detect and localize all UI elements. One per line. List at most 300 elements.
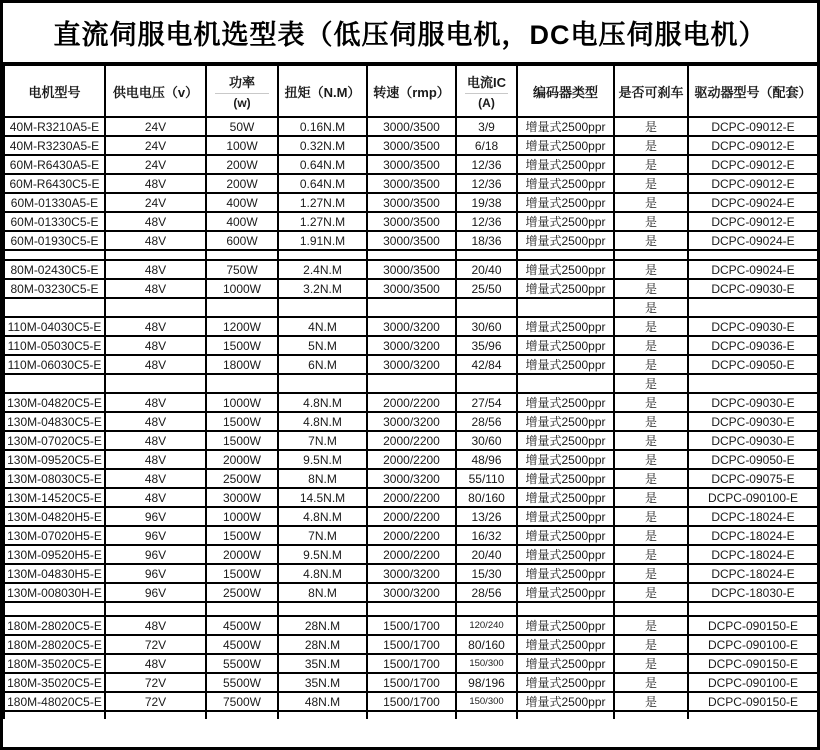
table-cell-supply-voltage: 96V xyxy=(105,545,206,564)
table-cell-speed xyxy=(367,250,456,260)
table-cell-power xyxy=(206,298,278,317)
table-cell-current: 16/32 xyxy=(456,526,517,545)
table-cell-motor-model: 60M-01330A5-E xyxy=(4,193,105,212)
table-cell-empty xyxy=(206,711,278,719)
table-row xyxy=(4,393,818,412)
table-cell-current: 28/56 xyxy=(456,412,517,431)
table-cell-speed: 3000/3200 xyxy=(367,355,456,374)
table-cell-motor-model: 180M-35020C5-E xyxy=(4,673,105,692)
table-cell-current: 55/110 xyxy=(456,469,517,488)
table-cell-power: 1500W xyxy=(206,412,278,431)
table-cell-motor-model: 180M-28020C5-E xyxy=(4,635,105,654)
table-cell-driver-model: DCPC-18024-E xyxy=(688,507,818,526)
table-cell-motor-model: 80M-02430C5-E xyxy=(4,260,105,279)
table-cell-empty xyxy=(688,711,818,719)
table-row xyxy=(4,412,818,431)
table-cell-power: 1500W xyxy=(206,336,278,355)
table-cell-speed: 3000/3200 xyxy=(367,336,456,355)
table-cell-motor-model: 130M-04830H5-E xyxy=(4,564,105,583)
table-cell-speed: 2000/2200 xyxy=(367,431,456,450)
table-cell-encoder-type: 增量式2500ppr xyxy=(517,279,614,298)
table-cell-current: 18/36 xyxy=(456,231,517,250)
table-cell-encoder-type: 增量式2500ppr xyxy=(517,545,614,564)
table-cell-speed: 3000/3500 xyxy=(367,136,456,155)
table-cell-empty xyxy=(367,711,456,719)
table-cell-current: 80/160 xyxy=(456,488,517,507)
table-cell-driver-model: DCPC-09030-E xyxy=(688,412,818,431)
table-row xyxy=(4,616,818,635)
table-cell-driver-model xyxy=(688,298,818,317)
table-cell-current: 150/300 xyxy=(456,692,517,711)
table-cell-encoder-type: 增量式2500ppr xyxy=(517,393,614,412)
table-cell-speed: 2000/2200 xyxy=(367,488,456,507)
table-row xyxy=(4,174,818,193)
table-row xyxy=(4,602,818,616)
table-cell-speed xyxy=(367,374,456,393)
table-cell-torque: 8N.M xyxy=(278,469,367,488)
table-cell-speed: 3000/3500 xyxy=(367,155,456,174)
header-row xyxy=(4,65,818,117)
table-cell-supply-voltage: 48V xyxy=(105,212,206,231)
table-cell-speed: 3000/3200 xyxy=(367,564,456,583)
table-cell-motor-model: 60M-R6430C5-E xyxy=(4,174,105,193)
table-cell-brake: 是 xyxy=(614,355,688,374)
table-cell-power: 600W xyxy=(206,231,278,250)
table-cell-supply-voltage xyxy=(105,298,206,317)
table-cell-speed: 3000/3500 xyxy=(367,279,456,298)
table-cell-current xyxy=(456,250,517,260)
table-cell-supply-voltage: 24V xyxy=(105,117,206,136)
table-cell-supply-voltage: 48V xyxy=(105,231,206,250)
table-cell-supply-voltage: 48V xyxy=(105,393,206,412)
table-cell-empty xyxy=(278,711,367,719)
table-cell-torque: 6N.M xyxy=(278,355,367,374)
table-cell-motor-model: 130M-008030H-E xyxy=(4,583,105,602)
table-cell-brake xyxy=(614,250,688,260)
table-cell-supply-voltage: 48V xyxy=(105,616,206,635)
table-cell-driver-model: DCPC-18030-E xyxy=(688,583,818,602)
table-cell-torque: 9.5N.M xyxy=(278,450,367,469)
table-cell-speed: 3000/3200 xyxy=(367,317,456,336)
table-cell-driver-model: DCPC-09050-E xyxy=(688,450,818,469)
table-cell-driver-model: DCPC-09012-E xyxy=(688,212,818,231)
column-header-brake: 是否可刹车 xyxy=(614,65,688,117)
table-cell-motor-model xyxy=(4,602,105,616)
column-header-motor-model: 电机型号 xyxy=(4,65,105,117)
table-cell-power: 2000W xyxy=(206,450,278,469)
table-cell-current xyxy=(456,602,517,616)
table-cell-encoder-type: 增量式2500ppr xyxy=(517,488,614,507)
table-cell-encoder-type: 增量式2500ppr xyxy=(517,692,614,711)
table-cell-motor-model: 130M-04820C5-E xyxy=(4,393,105,412)
table-cell-power: 3000W xyxy=(206,488,278,507)
table-cell-encoder-type: 增量式2500ppr xyxy=(517,507,614,526)
table-row-partial xyxy=(4,711,818,719)
table-cell-supply-voltage: 48V xyxy=(105,469,206,488)
table-cell-speed: 3000/3500 xyxy=(367,193,456,212)
table-cell-brake: 是 xyxy=(614,193,688,212)
table-cell-supply-voltage: 48V xyxy=(105,488,206,507)
table-cell-speed xyxy=(367,602,456,616)
table-cell-current xyxy=(456,374,517,393)
table-cell-current: 12/36 xyxy=(456,155,517,174)
table-cell-brake: 是 xyxy=(614,374,688,393)
table-cell-supply-voltage: 48V xyxy=(105,412,206,431)
column-header-unit: (w) xyxy=(233,96,251,110)
table-cell-motor-model: 130M-09520C5-E xyxy=(4,450,105,469)
table-cell-current: 3/9 xyxy=(456,117,517,136)
column-header-power xyxy=(206,65,278,117)
table-cell-driver-model: DCPC-09012-E xyxy=(688,155,818,174)
table-cell-power: 1500W xyxy=(206,431,278,450)
table-cell-torque: 1.27N.M xyxy=(278,193,367,212)
table-cell-motor-model: 60M-01330C5-E xyxy=(4,212,105,231)
table-cell-encoder-type: 增量式2500ppr xyxy=(517,155,614,174)
table-cell-brake: 是 xyxy=(614,231,688,250)
table-cell-encoder-type: 增量式2500ppr xyxy=(517,355,614,374)
table-cell-motor-model xyxy=(4,374,105,393)
table-cell-speed: 3000/3200 xyxy=(367,583,456,602)
table-cell-current: 15/30 xyxy=(456,564,517,583)
table-cell-current xyxy=(456,298,517,317)
table-cell-driver-model: DCPC-090100-E xyxy=(688,673,818,692)
column-header-torque: 扭矩（N.M） xyxy=(278,65,367,117)
table-cell-current: 80/160 xyxy=(456,635,517,654)
column-header-label: 电流IC xyxy=(465,72,508,94)
table-cell-encoder-type: 增量式2500ppr xyxy=(517,193,614,212)
table-row xyxy=(4,564,818,583)
table-cell-encoder-type: 增量式2500ppr xyxy=(517,673,614,692)
table-cell-motor-model: 60M-01930C5-E xyxy=(4,231,105,250)
table-cell-power: 200W xyxy=(206,155,278,174)
table-cell-current: 98/196 xyxy=(456,673,517,692)
table-cell-motor-model xyxy=(4,250,105,260)
table-cell-motor-model: 130M-07020C5-E xyxy=(4,431,105,450)
table-cell-torque xyxy=(278,298,367,317)
table-cell-power xyxy=(206,602,278,616)
table-cell-driver-model: DCPC-09030-E xyxy=(688,393,818,412)
table-cell-motor-model: 110M-05030C5-E xyxy=(4,336,105,355)
column-header-current xyxy=(456,65,517,117)
table-cell-power: 400W xyxy=(206,212,278,231)
page-title: 直流伺服电机选型表（低压伺服电机，DC电压伺服电机） xyxy=(3,3,817,64)
table-cell-motor-model: 180M-48020C5-E xyxy=(4,692,105,711)
table-cell-brake: 是 xyxy=(614,450,688,469)
table-cell-torque: 0.32N.M xyxy=(278,136,367,155)
table-row xyxy=(4,545,818,564)
table-row xyxy=(4,155,818,174)
table-cell-brake: 是 xyxy=(614,673,688,692)
table-cell-power: 400W xyxy=(206,193,278,212)
table-cell-torque: 35N.M xyxy=(278,673,367,692)
table-cell-motor-model: 130M-09520H5-E xyxy=(4,545,105,564)
table-cell-torque: 0.16N.M xyxy=(278,117,367,136)
table-cell-motor-model: 80M-03230C5-E xyxy=(4,279,105,298)
table-row xyxy=(4,193,818,212)
table-cell-empty xyxy=(4,711,105,719)
table-cell-motor-model: 40M-R3210A5-E xyxy=(4,117,105,136)
table-cell-supply-voltage: 72V xyxy=(105,692,206,711)
table-cell-supply-voltage: 72V xyxy=(105,673,206,692)
table-cell-encoder-type: 增量式2500ppr xyxy=(517,117,614,136)
table-cell-speed: 2000/2200 xyxy=(367,526,456,545)
table-cell-power: 1500W xyxy=(206,526,278,545)
table-cell-driver-model: DCPC-090150-E xyxy=(688,616,818,635)
table-cell-current: 12/36 xyxy=(456,212,517,231)
table-cell-driver-model xyxy=(688,602,818,616)
table-cell-supply-voltage: 48V xyxy=(105,431,206,450)
table-cell-brake: 是 xyxy=(614,136,688,155)
table-cell-supply-voltage: 48V xyxy=(105,355,206,374)
table-cell-motor-model: 110M-04030C5-E xyxy=(4,317,105,336)
table-cell-torque: 14.5N.M xyxy=(278,488,367,507)
table-cell-motor-model: 130M-08030C5-E xyxy=(4,469,105,488)
table-cell-brake: 是 xyxy=(614,564,688,583)
table-cell-supply-voltage: 48V xyxy=(105,336,206,355)
table-cell-supply-voltage xyxy=(105,374,206,393)
table-cell-driver-model: DCPC-09012-E xyxy=(688,136,818,155)
table-cell-brake: 是 xyxy=(614,526,688,545)
table-cell-power: 4500W xyxy=(206,616,278,635)
table-cell-brake: 是 xyxy=(614,260,688,279)
table-cell-torque xyxy=(278,250,367,260)
column-header-driver-model: 驱动器型号（配套） xyxy=(688,65,818,117)
table-cell-encoder-type: 增量式2500ppr xyxy=(517,469,614,488)
table-cell-speed: 3000/3200 xyxy=(367,469,456,488)
table-cell-torque: 8N.M xyxy=(278,583,367,602)
table-cell-driver-model: DCPC-09036-E xyxy=(688,336,818,355)
table-cell-torque: 3.2N.M xyxy=(278,279,367,298)
table-cell-supply-voltage: 24V xyxy=(105,193,206,212)
table-row xyxy=(4,260,818,279)
table-row xyxy=(4,231,818,250)
table-row xyxy=(4,654,818,673)
table-row xyxy=(4,635,818,654)
table-cell-encoder-type: 增量式2500ppr xyxy=(517,231,614,250)
table-cell-encoder-type: 增量式2500ppr xyxy=(517,136,614,155)
table-cell-encoder-type: 增量式2500ppr xyxy=(517,412,614,431)
table-cell-driver-model: DCPC-09075-E xyxy=(688,469,818,488)
table-cell-speed: 3000/3200 xyxy=(367,412,456,431)
table-cell-brake: 是 xyxy=(614,212,688,231)
table-cell-driver-model: DCPC-09012-E xyxy=(688,117,818,136)
table-row xyxy=(4,450,818,469)
table-cell-current: 13/26 xyxy=(456,507,517,526)
column-header-supply-voltage: 供电电压（v） xyxy=(105,65,206,117)
table-cell-speed: 1500/1700 xyxy=(367,616,456,635)
table-cell-supply-voltage: 48V xyxy=(105,174,206,193)
table-cell-encoder-type: 增量式2500ppr xyxy=(517,616,614,635)
table-cell-encoder-type xyxy=(517,298,614,317)
table-cell-driver-model: DCPC-090100-E xyxy=(688,488,818,507)
table-row xyxy=(4,279,818,298)
table-cell-speed: 3000/3500 xyxy=(367,117,456,136)
table-cell-brake: 是 xyxy=(614,654,688,673)
table-cell-torque: 35N.M xyxy=(278,654,367,673)
table-cell-speed: 1500/1700 xyxy=(367,673,456,692)
table-cell-motor-model: 180M-28020C5-E xyxy=(4,616,105,635)
table-cell-motor-model xyxy=(4,298,105,317)
table-cell-encoder-type: 增量式2500ppr xyxy=(517,174,614,193)
table-cell-current: 20/40 xyxy=(456,260,517,279)
table-row xyxy=(4,336,818,355)
table-cell-supply-voltage xyxy=(105,250,206,260)
table-cell-speed xyxy=(367,298,456,317)
table-row xyxy=(4,298,818,317)
table-cell-encoder-type: 增量式2500ppr xyxy=(517,336,614,355)
table-cell-torque: 2.4N.M xyxy=(278,260,367,279)
table-cell-supply-voltage xyxy=(105,602,206,616)
table-cell-motor-model: 130M-14520C5-E xyxy=(4,488,105,507)
table-row xyxy=(4,250,818,260)
table-cell-brake: 是 xyxy=(614,507,688,526)
table-row xyxy=(4,488,818,507)
table-cell-encoder-type xyxy=(517,374,614,393)
table-cell-speed: 3000/3500 xyxy=(367,260,456,279)
table-cell-driver-model: DCPC-09030-E xyxy=(688,317,818,336)
table-row xyxy=(4,507,818,526)
table-cell-driver-model: DCPC-09030-E xyxy=(688,279,818,298)
table-cell-driver-model: DCPC-09024-E xyxy=(688,231,818,250)
table-cell-power: 1500W xyxy=(206,564,278,583)
table-cell-brake: 是 xyxy=(614,583,688,602)
table-cell-torque: 1.27N.M xyxy=(278,212,367,231)
table-cell-encoder-type: 增量式2500ppr xyxy=(517,260,614,279)
table-cell-torque xyxy=(278,374,367,393)
table-row xyxy=(4,692,818,711)
table-cell-supply-voltage: 24V xyxy=(105,155,206,174)
table-cell-power: 2500W xyxy=(206,583,278,602)
table-cell-driver-model: DCPC-18024-E xyxy=(688,526,818,545)
motor-table xyxy=(3,64,819,719)
table-cell-motor-model: 180M-35020C5-E xyxy=(4,654,105,673)
table-cell-supply-voltage: 48V xyxy=(105,260,206,279)
table-cell-speed: 2000/2200 xyxy=(367,507,456,526)
table-cell-speed: 3000/3500 xyxy=(367,212,456,231)
table-cell-speed: 2000/2200 xyxy=(367,393,456,412)
column-header-speed: 转速（rmp） xyxy=(367,65,456,117)
table-cell-speed: 1500/1700 xyxy=(367,654,456,673)
table-cell-brake: 是 xyxy=(614,174,688,193)
table-cell-current: 28/56 xyxy=(456,583,517,602)
column-header-label: 功率 xyxy=(215,72,269,94)
table-cell-power: 7500W xyxy=(206,692,278,711)
table-cell-encoder-type: 增量式2500ppr xyxy=(517,317,614,336)
table-cell-driver-model: DCPC-09030-E xyxy=(688,431,818,450)
table-cell-brake: 是 xyxy=(614,469,688,488)
table-cell-supply-voltage: 96V xyxy=(105,526,206,545)
table-cell-brake: 是 xyxy=(614,431,688,450)
table-cell-speed: 1500/1700 xyxy=(367,692,456,711)
table-cell-torque: 4.8N.M xyxy=(278,412,367,431)
table-cell-speed: 3000/3500 xyxy=(367,174,456,193)
table-cell-current: 20/40 xyxy=(456,545,517,564)
table-cell-empty xyxy=(456,711,517,719)
table-cell-encoder-type: 增量式2500ppr xyxy=(517,431,614,450)
table-cell-motor-model: 40M-R3230A5-E xyxy=(4,136,105,155)
table-cell-supply-voltage: 96V xyxy=(105,564,206,583)
table-cell-driver-model: DCPC-090150-E xyxy=(688,654,818,673)
table-cell-power: 100W xyxy=(206,136,278,155)
table-cell-driver-model: DCPC-09024-E xyxy=(688,260,818,279)
table-cell-empty xyxy=(614,711,688,719)
table-cell-brake: 是 xyxy=(614,317,688,336)
table-cell-power: 5500W xyxy=(206,673,278,692)
table-row xyxy=(4,583,818,602)
table-cell-encoder-type: 增量式2500ppr xyxy=(517,450,614,469)
table-cell-torque: 28N.M xyxy=(278,616,367,635)
table-cell-brake: 是 xyxy=(614,545,688,564)
table-cell-brake: 是 xyxy=(614,412,688,431)
table-cell-encoder-type xyxy=(517,250,614,260)
table-cell-torque: 4.8N.M xyxy=(278,507,367,526)
table-cell-torque: 1.91N.M xyxy=(278,231,367,250)
table-cell-encoder-type xyxy=(517,602,614,616)
table-cell-power xyxy=(206,374,278,393)
table-cell-power: 2000W xyxy=(206,545,278,564)
table-cell-brake: 是 xyxy=(614,616,688,635)
table-cell-power: 1200W xyxy=(206,317,278,336)
table-cell-motor-model: 130M-04830C5-E xyxy=(4,412,105,431)
table-cell-torque: 4.8N.M xyxy=(278,564,367,583)
table-cell-supply-voltage: 96V xyxy=(105,507,206,526)
table-cell-encoder-type: 增量式2500ppr xyxy=(517,564,614,583)
table-cell-current: 120/240 xyxy=(456,616,517,635)
table-cell-driver-model: DCPC-090150-E xyxy=(688,692,818,711)
table-cell-encoder-type: 增量式2500ppr xyxy=(517,212,614,231)
table-cell-speed: 3000/3500 xyxy=(367,231,456,250)
table-cell-torque: 48N.M xyxy=(278,692,367,711)
table-cell-current: 25/50 xyxy=(456,279,517,298)
table-cell-speed: 2000/2200 xyxy=(367,545,456,564)
table-row xyxy=(4,431,818,450)
table-cell-supply-voltage: 24V xyxy=(105,136,206,155)
table-cell-driver-model: DCPC-09024-E xyxy=(688,193,818,212)
table-cell-torque: 0.64N.M xyxy=(278,155,367,174)
table-row xyxy=(4,469,818,488)
table-cell-power: 4500W xyxy=(206,635,278,654)
table-cell-motor-model: 130M-07020H5-E xyxy=(4,526,105,545)
table-cell-power: 2500W xyxy=(206,469,278,488)
table-cell-torque xyxy=(278,602,367,616)
table-cell-brake: 是 xyxy=(614,155,688,174)
table-cell-brake: 是 xyxy=(614,298,688,317)
table-cell-power: 200W xyxy=(206,174,278,193)
table-cell-power: 1000W xyxy=(206,393,278,412)
table-cell-brake xyxy=(614,602,688,616)
table-cell-current: 19/38 xyxy=(456,193,517,212)
table-cell-current: 27/54 xyxy=(456,393,517,412)
table-row xyxy=(4,317,818,336)
table-cell-driver-model: DCPC-18024-E xyxy=(688,564,818,583)
table-row xyxy=(4,136,818,155)
table-cell-power: 5500W xyxy=(206,654,278,673)
table-row xyxy=(4,673,818,692)
table-cell-encoder-type: 增量式2500ppr xyxy=(517,583,614,602)
table-cell-supply-voltage: 48V xyxy=(105,317,206,336)
table-cell-brake: 是 xyxy=(614,488,688,507)
table-cell-brake: 是 xyxy=(614,635,688,654)
table-cell-encoder-type: 增量式2500ppr xyxy=(517,654,614,673)
table-cell-driver-model: DCPC-09012-E xyxy=(688,174,818,193)
table-cell-torque: 0.64N.M xyxy=(278,174,367,193)
table-cell-brake: 是 xyxy=(614,279,688,298)
table-cell-current: 48/96 xyxy=(456,450,517,469)
table-row xyxy=(4,117,818,136)
table-cell-brake: 是 xyxy=(614,336,688,355)
table-cell-driver-model xyxy=(688,250,818,260)
table-cell-motor-model: 60M-R6430A5-E xyxy=(4,155,105,174)
